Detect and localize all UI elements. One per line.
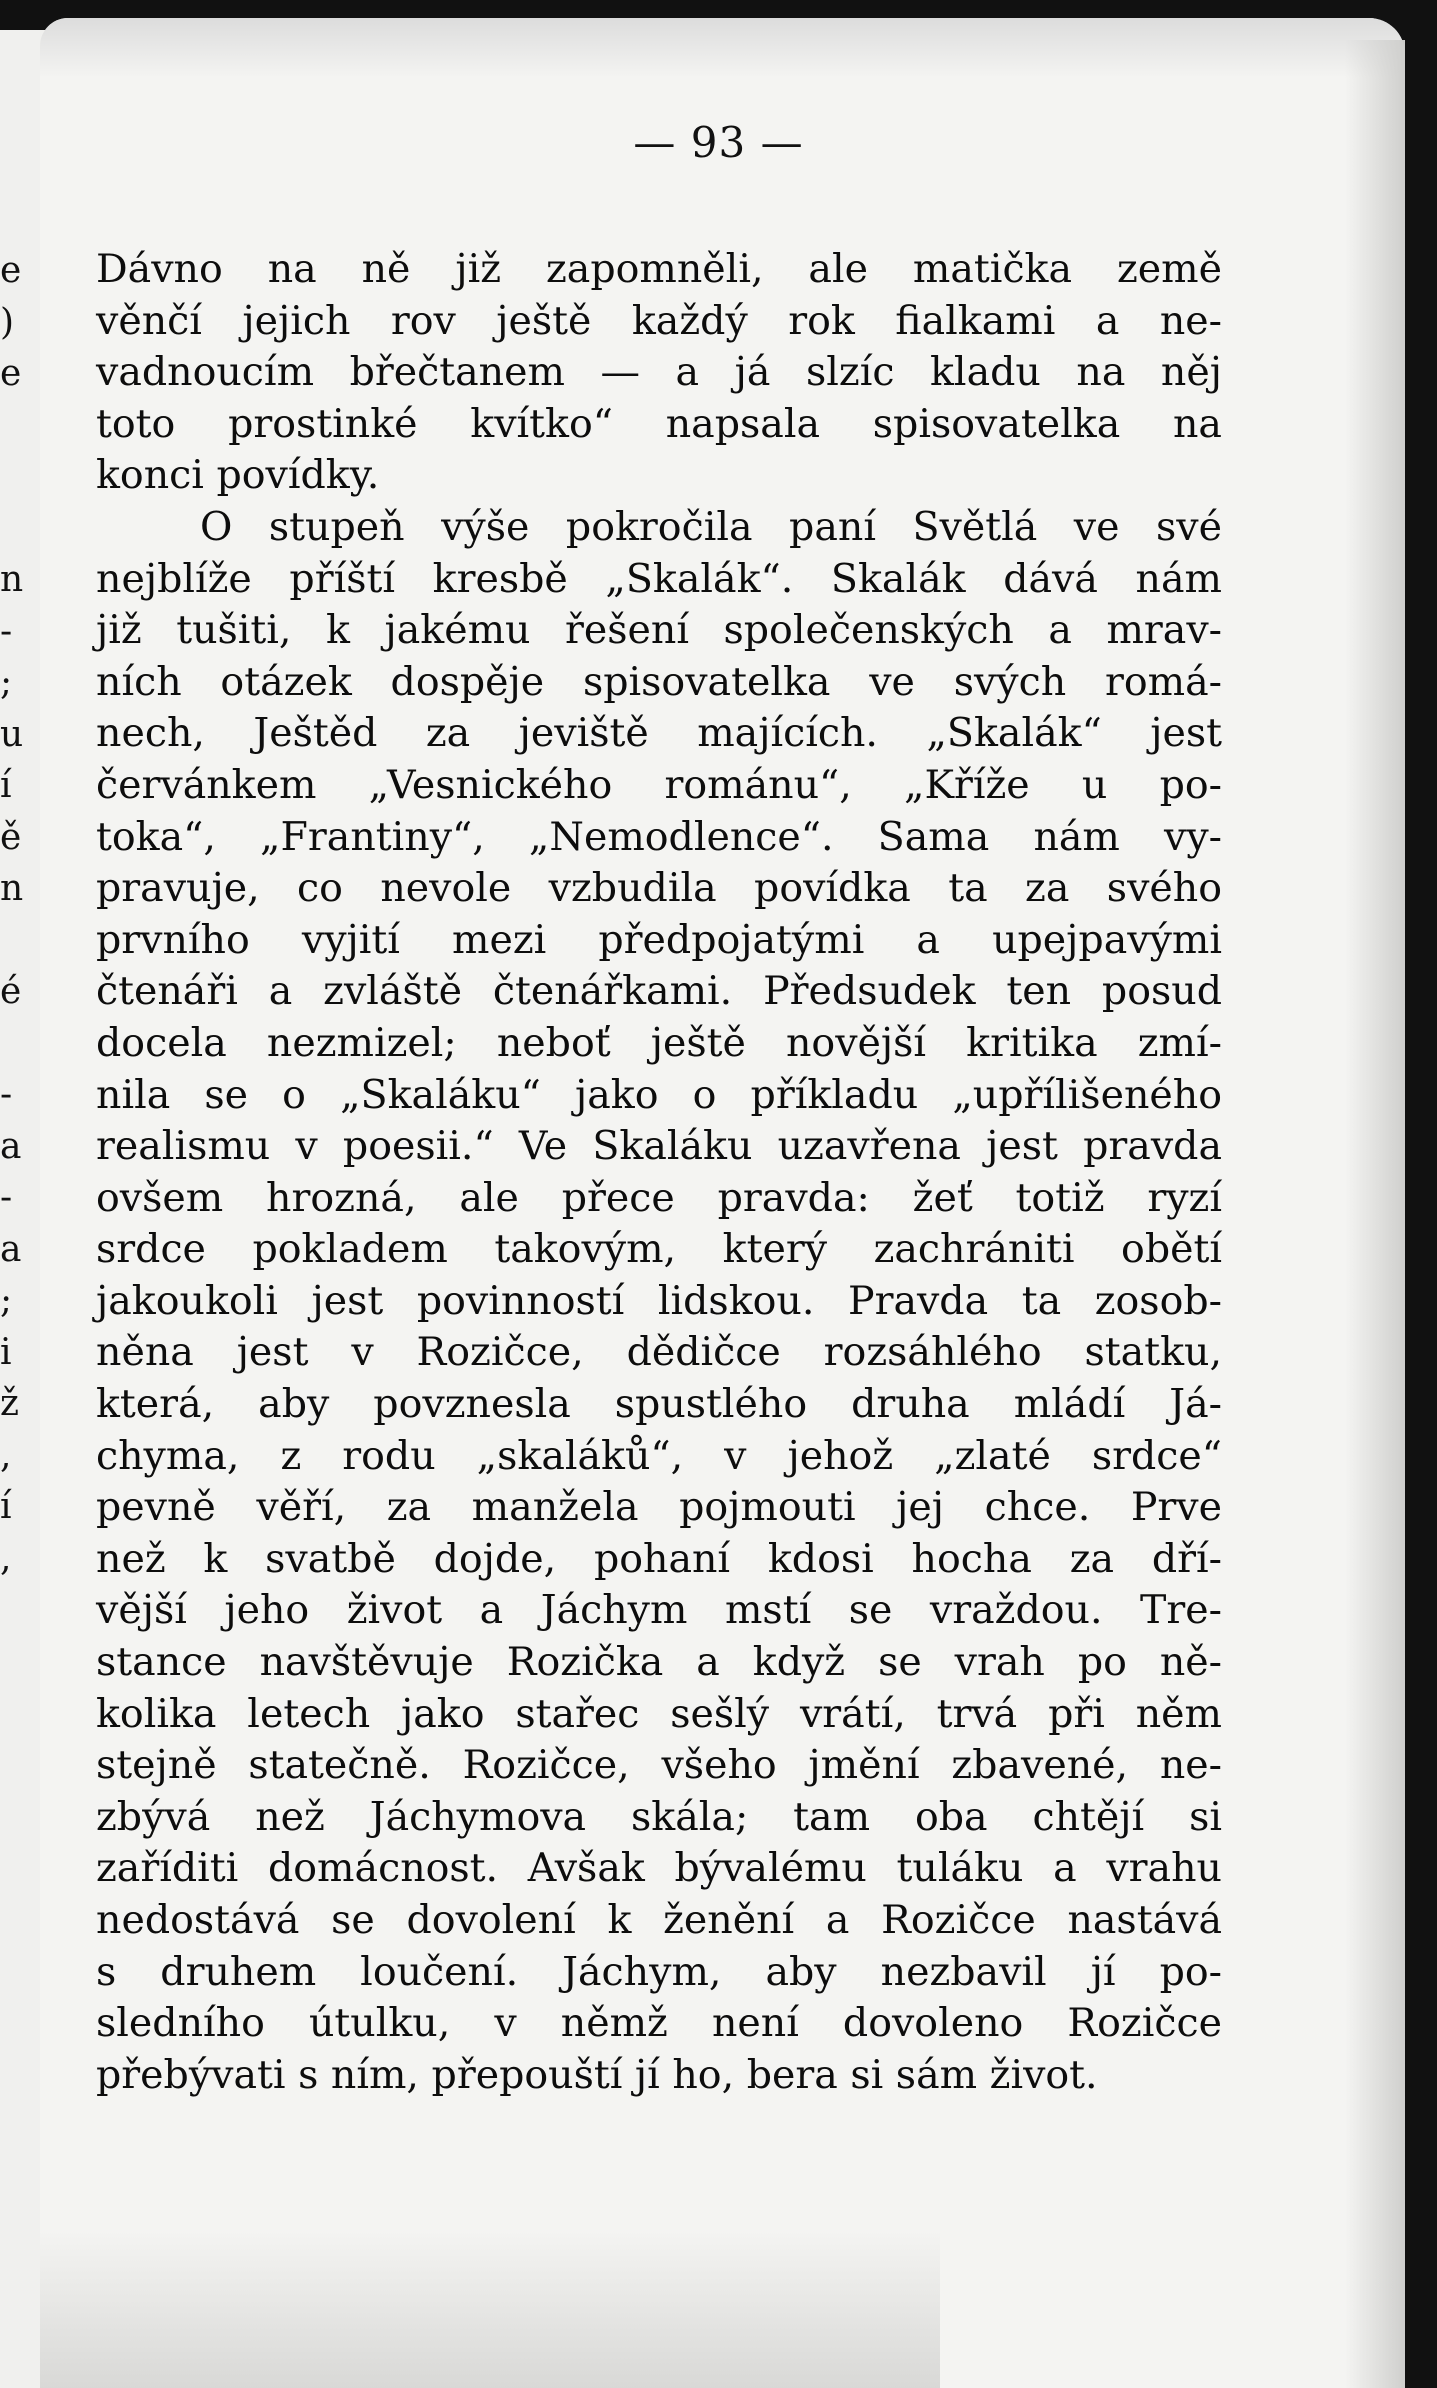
text-line: Dávno na ně již zapomněli, ale matička země xyxy=(96,246,1222,292)
text-line: toka“, „Frantiny“, „Nemodlence“. Sama nám vy- xyxy=(96,813,1222,860)
margin-fragment: a xyxy=(0,1228,22,1270)
text-line: stejně statečně. Rozičce, všeho jmění zbavené, ne- xyxy=(96,1742,1222,1789)
text-line: s druhem loučení. Jáchym, aby nezbavil jí po- xyxy=(96,1948,1222,1995)
margin-fragment xyxy=(0,1945,36,1997)
page-number: — 93 — xyxy=(633,118,804,167)
text-line: vadnoucím břečtanem — a já slzíc kladu na něj xyxy=(96,349,1222,396)
margin-fragment xyxy=(0,1584,36,1636)
text-line: jakoukoli jest povinností lidskou. Pravda ta zosob- xyxy=(96,1277,1222,1324)
margin-fragment: í xyxy=(0,1486,12,1527)
text-line: realismu v poesii.“ Ve Skaláku uzavřena jest pravda xyxy=(96,1123,1222,1170)
text-line: stance navštěvuje Rozička a když se vrah po ně- xyxy=(96,1639,1222,1686)
text-line: sledního útulku, v němž není dovoleno Rozičce xyxy=(96,2000,1222,2047)
text-line: chyma, z rodu „skaláků“, v jehož „zlaté srdce“ xyxy=(96,1432,1222,1479)
margin-fragment: a xyxy=(0,1125,22,1167)
text-line: vější jeho život a Jáchym mstí se vraždou. Tre- xyxy=(96,1587,1222,1634)
margin-fragment xyxy=(0,1893,36,1945)
margin-fragment: í xyxy=(0,765,12,806)
text-line: ních otázek dospěje spisovatelka ve svých romá- xyxy=(96,658,1222,705)
text-line: srdce pokladem takovým, který zachrániti obětí xyxy=(96,1226,1222,1273)
text-line: než k svatbě dojde, pohaní kdosi hocha za dří- xyxy=(96,1535,1222,1582)
margin-fragment: i xyxy=(0,1331,12,1373)
margin-fragment: n xyxy=(0,559,24,600)
margin-fragment: ž xyxy=(0,1383,19,1424)
text-line: toto prostinké kvítko“ napsala spisovatelka na xyxy=(96,400,1222,447)
margin-fragment xyxy=(0,1996,36,2048)
margin-fragment xyxy=(0,400,36,452)
text-line: O stupeň výše pokročila paní Světlá ve své xyxy=(200,503,1222,550)
margin-fragment xyxy=(0,1842,36,1894)
text-line: červánkem „Vesnického románu“, „Kříže u po- xyxy=(96,761,1222,808)
margin-fragment: n xyxy=(0,868,24,909)
text-line: přebývati s ním, přepouští jí ho, bera si sám život. xyxy=(96,2051,1098,2098)
text-line: prvního vyjití mezi předpojatými a upejpavými xyxy=(96,916,1222,963)
body-text xyxy=(96,244,1222,2101)
text-line: již tušiti, k jakému řešení společenských a mrav- xyxy=(96,607,1222,654)
margin-fragment: ; xyxy=(0,662,13,703)
text-line: konci povídky. xyxy=(96,452,380,499)
text-line: zbývá než Jáchymova skála; tam oba chtějí si xyxy=(96,1793,1222,1840)
text-line: věnčí jejich rov ještě každý rok fialkami a ne- xyxy=(96,297,1222,344)
margin-fragment xyxy=(0,2048,36,2100)
margin-fragment xyxy=(0,503,36,555)
margin-fragment: , xyxy=(0,1434,12,1476)
margin-fragment: - xyxy=(0,1074,13,1115)
margin-fragment: ; xyxy=(0,1280,13,1321)
margin-fragment xyxy=(0,1790,36,1842)
text-line: nejblíže příští kresbě „Skalák“. Skalák dává nám xyxy=(96,555,1222,602)
margin-fragment: ě xyxy=(0,816,22,858)
margin-fragment: é xyxy=(0,971,22,1012)
text-line: pravuje, co nevole vzbudila povídka ta za svého xyxy=(96,865,1222,912)
text-line: nech, Ještěd za jeviště majících. „Skalák“ jest xyxy=(96,710,1222,757)
page-top-shade xyxy=(40,18,1405,78)
margin-fragment xyxy=(0,451,36,503)
text-line: docela nezmizel; neboť ještě novější kritika zmí- xyxy=(96,1019,1222,1066)
margin-fragment: - xyxy=(0,610,13,652)
page-bottom-shade xyxy=(40,2230,940,2388)
text-line: která, aby povznesla spustlého druha mládí Já- xyxy=(96,1381,1222,1428)
margin-fragment: - xyxy=(0,1177,13,1218)
margin-fragment: ) xyxy=(0,301,15,343)
margin-fragment: u xyxy=(0,713,24,755)
text-line: čtenáři a zvláště čtenářkami. Předsudek ten posud xyxy=(96,968,1222,1015)
margin-fragment xyxy=(0,1018,36,1070)
text-line: nedostává se dovolení k ženění a Rozičce nastává xyxy=(96,1897,1222,1943)
margin-fragment xyxy=(0,1636,36,1688)
margin-fragment: e xyxy=(0,353,22,394)
page-right-shade xyxy=(1345,40,1405,2388)
text-line: zaříditi domácnost. Avšak bývalému tuláku a vrahu xyxy=(96,1845,1222,1892)
text-line: pevně věří, za manžela pojmouti jej chce. Prve xyxy=(96,1484,1222,1531)
margin-fragment xyxy=(0,915,36,967)
text-line: ovšem hrozná, ale přece pravda: žeť totiž ryzí xyxy=(96,1174,1222,1221)
facing-page-margin xyxy=(0,245,36,2099)
margin-fragment xyxy=(0,1687,36,1739)
text-line: něna jest v Rozičce, dědičce rozsáhlého statku, xyxy=(96,1329,1222,1376)
margin-fragment: , xyxy=(0,1537,12,1579)
margin-fragment xyxy=(0,1739,36,1791)
margin-fragment: e xyxy=(0,250,22,291)
text-line: nila se o „Skaláku“ jako o příkladu „upřílišeného xyxy=(96,1071,1222,1118)
text-line: kolika letech jako stařec sešlý vrátí, trvá při něm xyxy=(96,1690,1222,1737)
